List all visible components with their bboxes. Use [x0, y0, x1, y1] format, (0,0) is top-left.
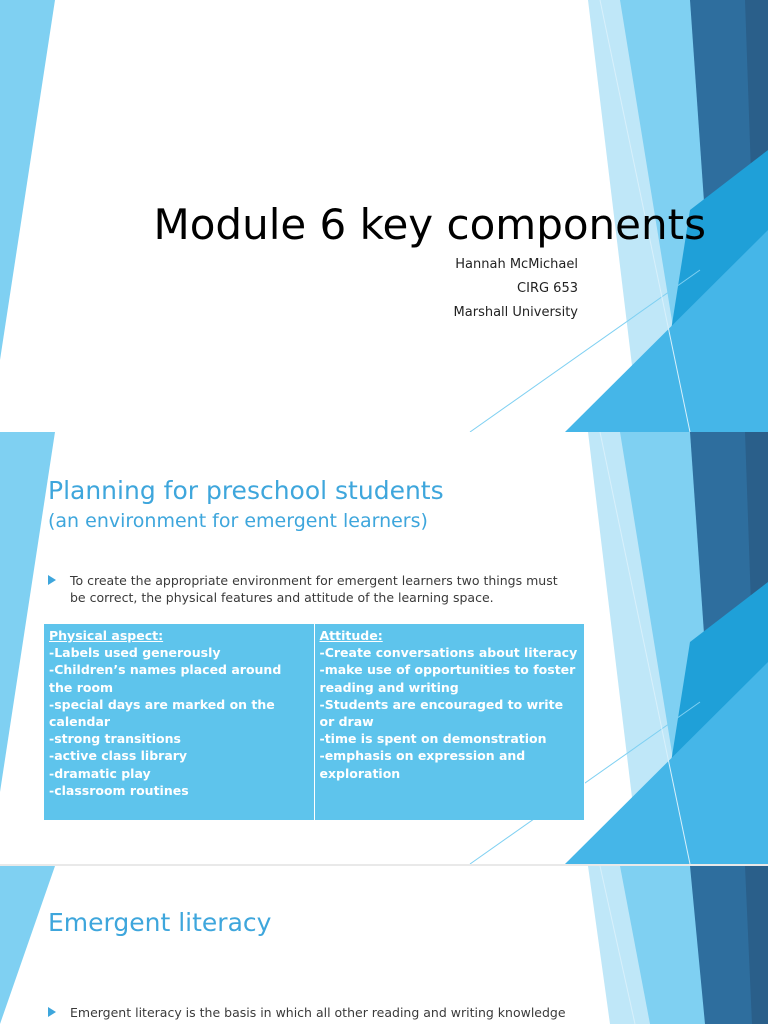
list-item: -strong transitions: [49, 731, 181, 747]
list-item: -dramatic play: [49, 765, 151, 781]
physical-aspect-header: Physical aspect:: [49, 628, 164, 643]
slide2-bullet: [48, 572, 568, 606]
list-item: -make use of opportunities to foster reading and writing: [319, 662, 576, 695]
list-item: -special days are marked on the calendar: [49, 696, 275, 730]
slide2-heading: Planning for preschool students: [48, 476, 444, 505]
slide1-school: Marshall University: [453, 305, 578, 320]
slide-title: [0, 0, 768, 432]
slide-planning: [0, 432, 768, 864]
bullet-text: Emergent literacy is the basis in which all other reading and writing knowledge: [70, 1005, 566, 1020]
bullet-arrow-icon: [48, 1007, 56, 1017]
list-item: -active class library: [49, 748, 188, 764]
attitude-cell: [314, 624, 585, 820]
slide1-course: CIRG 653: [517, 281, 578, 296]
slide1-author: Hannah McMichael: [455, 257, 578, 272]
list-item: -time is spent on demonstration: [319, 731, 547, 747]
slide3-heading: Emergent literacy: [48, 908, 272, 937]
attitude-header: Attitude:: [319, 628, 383, 643]
table-row: [44, 624, 585, 820]
list-item: -Labels used generously: [49, 645, 221, 661]
bullet-arrow-icon: [48, 575, 56, 585]
slide3-bullet: [48, 1004, 608, 1021]
physical-aspect-cell: [44, 624, 315, 820]
left-triangle: [0, 0, 55, 360]
slide1-title: Module 6 key components: [153, 200, 706, 249]
environment-table: [43, 624, 585, 820]
left-triangle: [0, 866, 55, 1024]
list-item: -classroom routines: [49, 782, 189, 798]
list-item: -emphasis on expression and exploration: [319, 748, 526, 781]
list-item: -Children’s names placed around the room: [49, 662, 282, 695]
slide-emergent-literacy: [0, 866, 768, 1024]
slide3-decoration: [0, 866, 768, 1024]
slide2-subheading: (an environment for emergent learners): [48, 510, 428, 532]
list-item: -Students are encouraged to write or draw: [319, 696, 564, 730]
bullet-text: To create the appropriate environment for emergent learners two things must be correct, the physical features and attitude of the learning space.: [70, 573, 558, 605]
list-item: -Create conversations about literacy: [319, 645, 578, 661]
